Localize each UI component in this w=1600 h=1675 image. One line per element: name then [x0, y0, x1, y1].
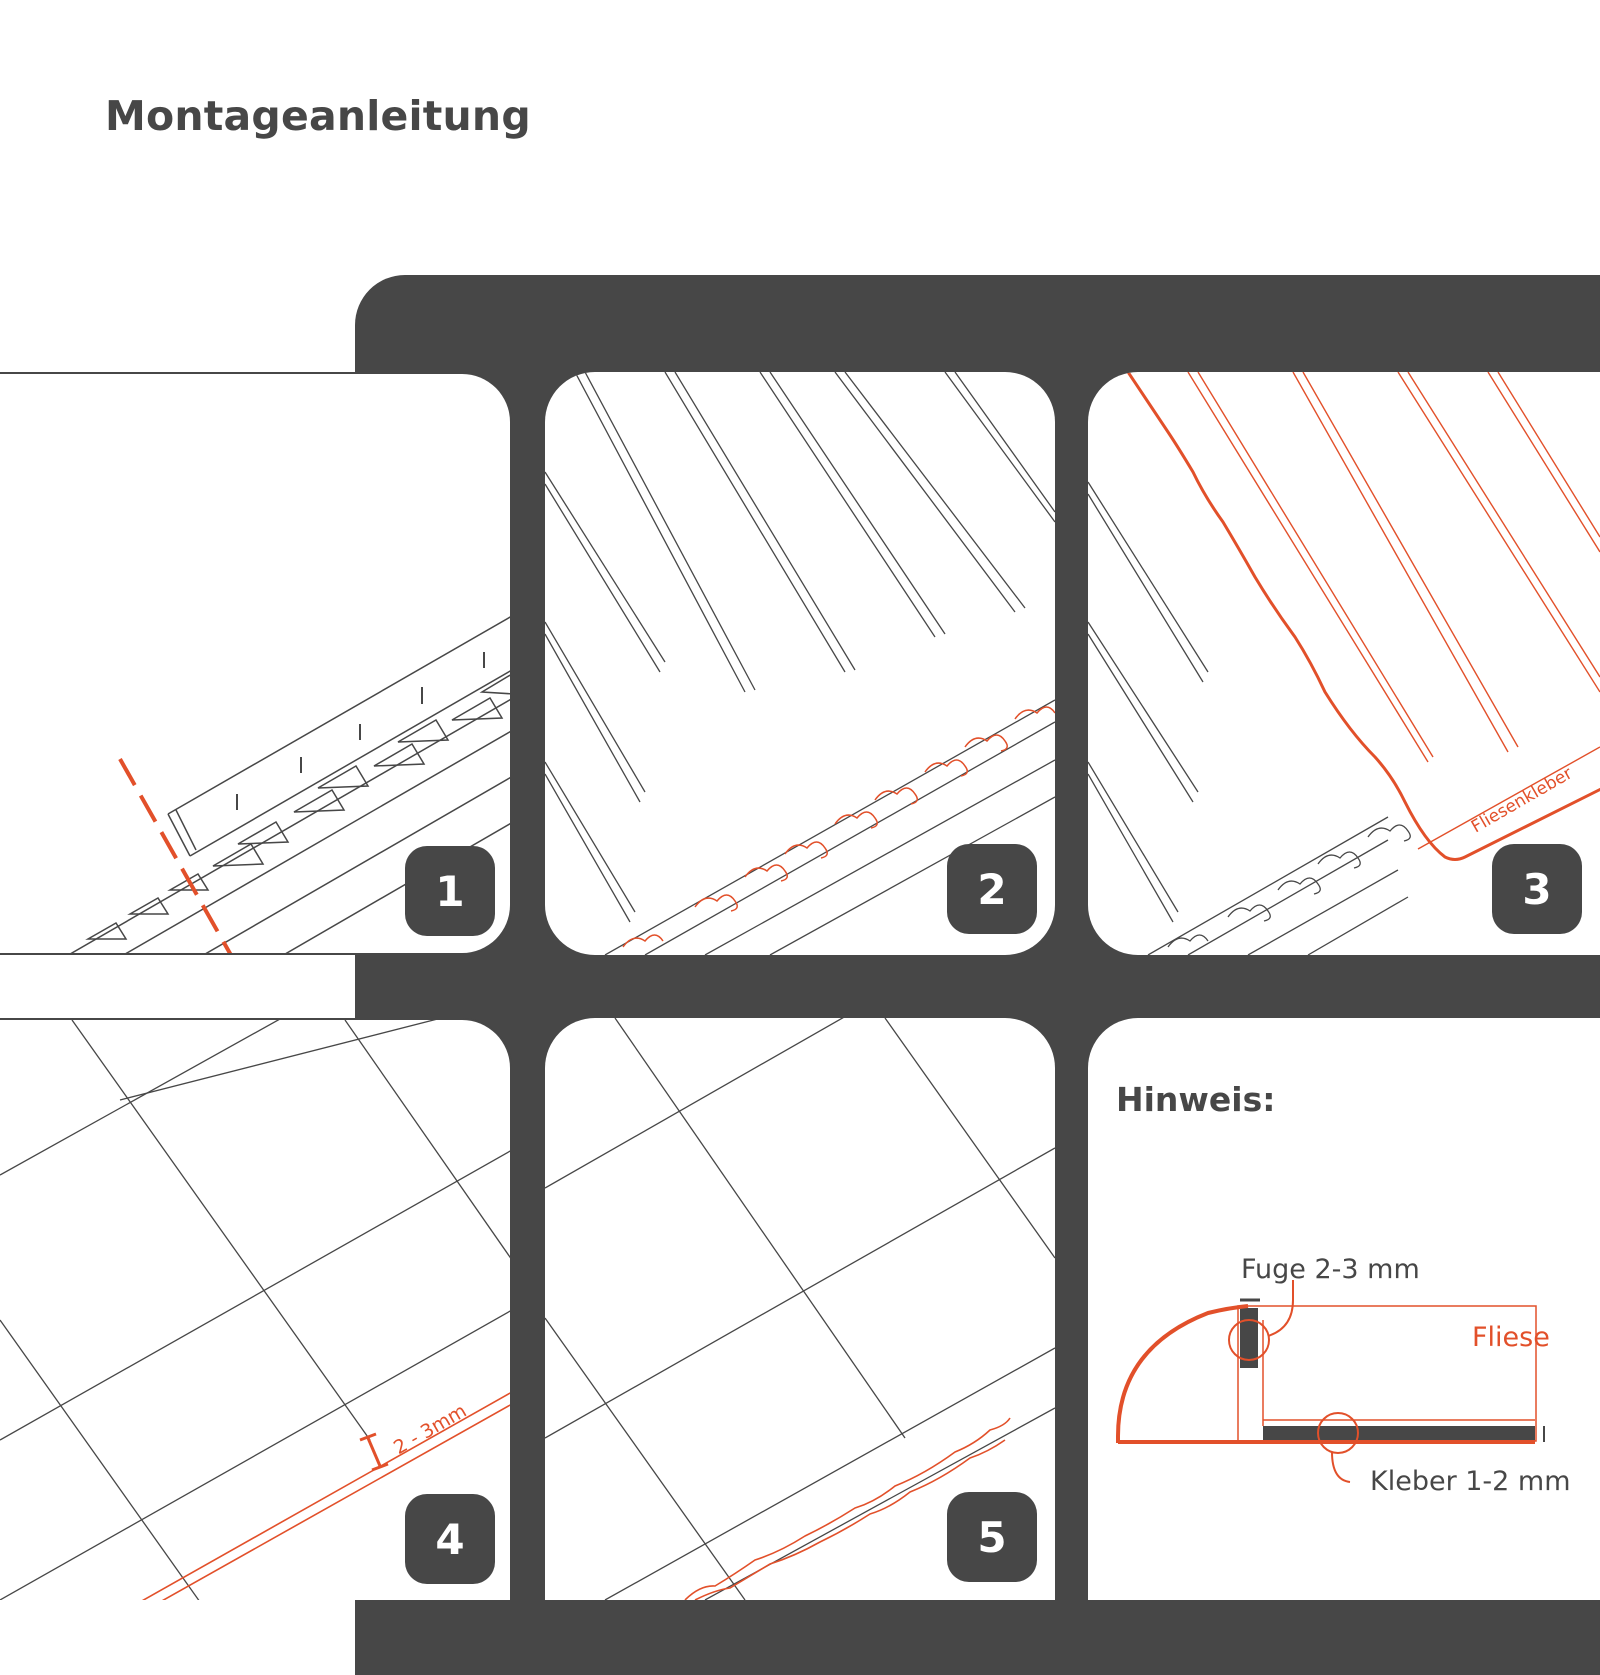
step-number-badge: 1	[405, 846, 495, 936]
step-number-badge: 4	[405, 1494, 495, 1584]
step-number-badge: 2	[947, 844, 1037, 934]
adhesive-label: Fliesenkleber	[1468, 763, 1576, 838]
adhesive-callout: Kleber 1-2 mm	[1370, 1466, 1571, 1497]
page-title: Montageanleitung	[105, 92, 531, 140]
step-panel-3	[1088, 372, 1600, 955]
hint-title: Hinweis:	[1116, 1080, 1276, 1119]
joint-width-label: 2 - 3mm	[390, 1399, 471, 1460]
step-number-badge: 5	[947, 1492, 1037, 1582]
step-panel-4	[0, 1018, 512, 1600]
step-panel-1	[0, 372, 512, 955]
step-panel-5	[545, 1018, 1055, 1600]
joint-callout: Fuge 2-3 mm	[1241, 1254, 1420, 1285]
hint-panel	[1088, 1018, 1600, 1600]
tile-label: Fliese	[1472, 1322, 1550, 1353]
step-panel-2	[545, 372, 1055, 955]
cross-section-diagram	[1088, 1018, 1600, 1600]
step-number-badge: 3	[1492, 844, 1582, 934]
